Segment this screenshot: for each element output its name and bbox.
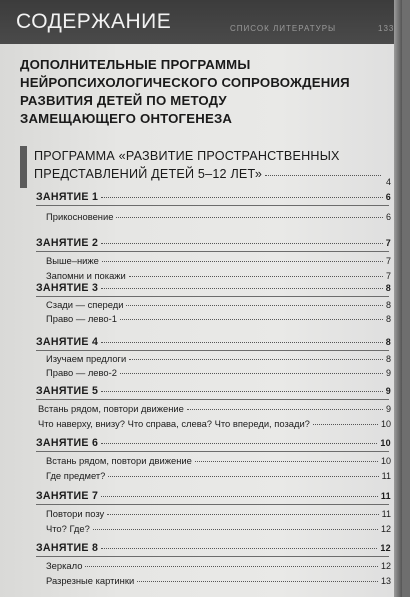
- leader-dots: [101, 288, 382, 289]
- toc-entry-page-number: 9: [385, 368, 391, 378]
- toc-entry[interactable]: [46, 455, 391, 466]
- leader-dots: [93, 529, 378, 530]
- leader-dots: [101, 443, 377, 444]
- toc-entry-label: Встань рядом, повтори движение: [46, 455, 192, 466]
- toc-entry[interactable]: [46, 353, 391, 364]
- toc-entry-label: Право — лево-1: [46, 313, 117, 324]
- section-heading: [20, 56, 390, 128]
- toc-entry-page-number: 6: [385, 212, 391, 222]
- toc-entry-page-number: 13: [380, 576, 391, 586]
- toc-entry[interactable]: [46, 367, 391, 378]
- session-rule: [36, 205, 389, 206]
- session-heading-label: ЗАНЯТИЕ 4: [36, 336, 99, 348]
- toc-entry-label: Где предмет?: [46, 470, 106, 481]
- toc-entry[interactable]: [46, 470, 391, 481]
- leader-dots: [120, 373, 383, 374]
- bleed-through-page-number: 133: [378, 24, 395, 33]
- leader-dots: [137, 581, 378, 582]
- leader-dots: [120, 319, 383, 320]
- session-heading[interactable]: [36, 191, 391, 203]
- program-title: [34, 147, 389, 183]
- toc-entry-label: Разрезные картинки: [46, 575, 135, 586]
- toc-entry[interactable]: [46, 270, 391, 281]
- toc-entry[interactable]: [46, 523, 391, 534]
- leader-dots: [265, 175, 381, 176]
- session-rule: [36, 451, 389, 452]
- toc-entry-label: Повтори позу: [46, 508, 105, 519]
- toc-entry[interactable]: [46, 575, 391, 586]
- toc-entry[interactable]: [38, 418, 391, 429]
- leader-dots: [129, 276, 383, 277]
- session-heading-page-number: 8: [385, 337, 391, 347]
- session-rule: [36, 251, 389, 252]
- program-marker-bar: [20, 146, 27, 188]
- leader-dots: [187, 409, 383, 410]
- toc-entry[interactable]: [46, 299, 391, 310]
- session-heading-label: ЗАНЯТИЕ 5: [36, 385, 99, 397]
- page-title: СОДЕРЖАНИЕ: [16, 10, 172, 33]
- toc-entry[interactable]: [46, 560, 391, 571]
- toc-entry-page-number: 11: [381, 509, 391, 519]
- session-rule: [36, 399, 389, 400]
- session-heading-label: ЗАНЯТИЕ 1: [36, 191, 99, 203]
- section-heading-line: ДОПОЛНИТЕЛЬНЫЕ ПРОГРАММЫ: [20, 57, 251, 72]
- leader-dots: [313, 424, 378, 425]
- section-heading-line: НЕЙРОПСИХОЛОГИЧЕСКОГО СОПРОВОЖДЕНИЯ: [20, 75, 350, 90]
- toc-entry-label: Что? Где?: [46, 523, 90, 534]
- toc-entry[interactable]: [38, 403, 391, 414]
- leader-dots: [195, 461, 378, 462]
- toc-entry-page-number: 10: [380, 456, 391, 466]
- session-heading-label: ЗАНЯТИЕ 2: [36, 237, 99, 249]
- session-heading[interactable]: [36, 282, 391, 294]
- session-heading-label: ЗАНЯТИЕ 7: [36, 490, 99, 502]
- session-heading-page-number: 12: [380, 543, 391, 553]
- section-heading-line: ЗАМЕЩАЮЩЕГО ОНТОГЕНЕЗА: [20, 111, 233, 126]
- toc-entry-page-number: 7: [385, 271, 391, 281]
- toc-entry-label: Сзади — спереди: [46, 299, 124, 310]
- toc-entry[interactable]: [46, 255, 391, 266]
- session-heading[interactable]: [36, 336, 391, 348]
- toc-entry-page-number: 8: [385, 354, 391, 364]
- session-heading[interactable]: [36, 542, 391, 554]
- toc-entry[interactable]: [46, 313, 391, 324]
- toc-entry-page-number: 10: [380, 419, 391, 429]
- leader-dots: [85, 566, 378, 567]
- leader-dots: [101, 391, 382, 392]
- leader-dots: [101, 496, 378, 497]
- session-heading-page-number: 9: [385, 386, 391, 396]
- program-title-line: ПРОГРАММА «РАЗВИТИЕ ПРОСТРАНСТВЕННЫХ: [34, 149, 340, 163]
- session-heading-label: ЗАНЯТИЕ 8: [36, 542, 99, 554]
- session-heading-page-number: 6: [385, 192, 391, 202]
- session-heading-page-number: 11: [380, 491, 391, 501]
- toc-entry-page-number: 7: [385, 256, 391, 266]
- section-heading-line: РАЗВИТИЯ ДЕТЕЙ ПО МЕТОДУ: [20, 93, 227, 108]
- program-title-line: [34, 165, 384, 183]
- leader-dots: [101, 548, 377, 549]
- toc-entry-label: Зеркало: [46, 560, 83, 571]
- toc-entry-page-number: 12: [380, 524, 391, 534]
- leader-dots: [101, 342, 382, 343]
- leader-dots: [108, 476, 378, 477]
- leader-dots: [107, 514, 378, 515]
- session-rule: [36, 296, 389, 297]
- toc-entry-page-number: 12: [380, 561, 391, 571]
- session-heading-label: ЗАНЯТИЕ 3: [36, 282, 99, 294]
- toc-entry-label: Выше–ниже: [46, 255, 99, 266]
- toc-entry-page-number: 11: [381, 471, 391, 481]
- leader-dots: [102, 261, 383, 262]
- session-heading-page-number: 8: [385, 283, 391, 293]
- leader-dots: [101, 197, 382, 198]
- session-heading-page-number: 10: [380, 438, 391, 448]
- toc-entry-label: Право — лево-2: [46, 367, 117, 378]
- session-heading[interactable]: [36, 437, 391, 449]
- program-title-text: ПРЕДСТАВЛЕНИЙ ДЕТЕЙ 5–12 ЛЕТ»: [34, 167, 263, 181]
- leader-dots: [129, 359, 383, 360]
- session-rule: [36, 556, 389, 557]
- header-band: [0, 0, 402, 44]
- bleed-through-text: СПИСОК ЛИТЕРАТУРЫ: [230, 24, 337, 33]
- toc-entry[interactable]: [46, 211, 391, 222]
- toc-entry[interactable]: [46, 508, 391, 519]
- program-page-number: 4: [386, 177, 392, 187]
- leader-dots: [116, 217, 383, 218]
- toc-entry-label: Изучаем предлоги: [46, 353, 127, 364]
- toc-entry-label: Прикосновение: [46, 211, 114, 222]
- leader-dots: [101, 243, 382, 244]
- toc-entry-page-number: 8: [385, 314, 391, 324]
- toc-entry-label: Встань рядом, повтори движение: [38, 403, 184, 414]
- session-heading[interactable]: [36, 237, 391, 249]
- session-heading[interactable]: [36, 385, 391, 397]
- leader-dots: [126, 305, 383, 306]
- toc-entry-page-number: 9: [385, 404, 391, 414]
- session-heading-page-number: 7: [385, 238, 391, 248]
- toc-entry-page-number: 8: [385, 300, 391, 310]
- toc-entry-label: Что наверху, внизу? Что справа, слева? Что впереди, позади?: [38, 418, 310, 429]
- session-rule: [36, 504, 389, 505]
- session-heading[interactable]: [36, 490, 391, 502]
- session-rule: [36, 350, 389, 351]
- book-edge-shadow: [394, 0, 402, 597]
- session-heading-label: ЗАНЯТИЕ 6: [36, 437, 99, 449]
- toc-entry-label: Запомни и покажи: [46, 270, 126, 281]
